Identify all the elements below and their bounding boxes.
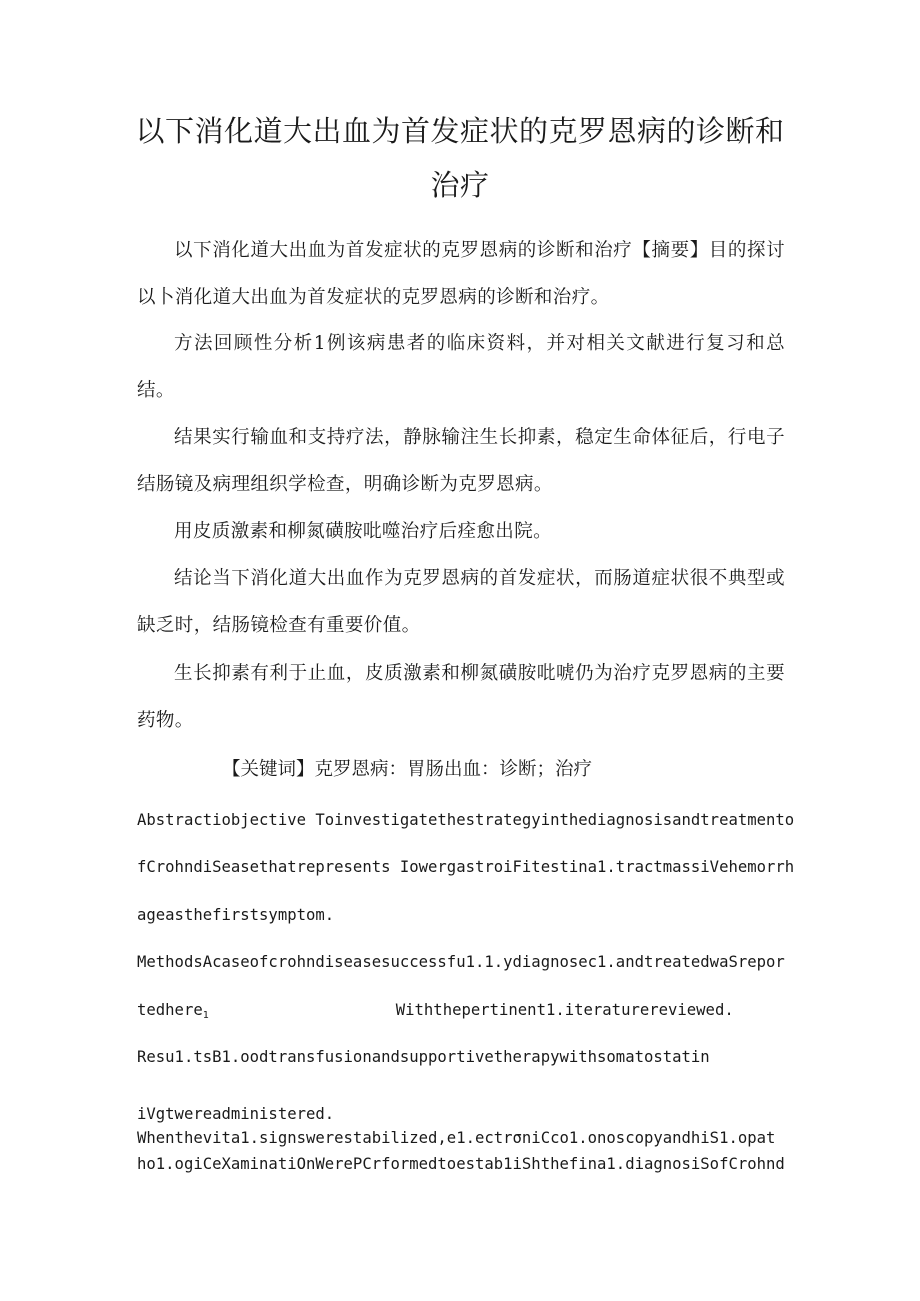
english-fragment: tedhere [137,1001,203,1019]
title-line-1: 以下消化道大出血为首发症状的克罗恩病的诊断和 [135,114,785,148]
english-fragment: Withthepertinent1.iteraturereviewed. [395,1001,734,1019]
abstract-conclusion-paragraph: 结论当下消化道大出血作为克罗恩病的首发症状，而肠道症状很不典型或缺乏时，结肠镜检查有重要价值。 [137,568,785,636]
english-abstract-line: Resu1.tsB1.oodtransfusionandsupportivetherapywithsomatostatin [137,1048,710,1066]
english-abstract-line: ho1.ogiCeXaminatiOnWerePCrformedtoestab1iShthefina1.diagnosiSofCrohnd [137,1155,785,1173]
english-abstract-line [137,1001,797,1021]
english-abstract-line: MethodsAcaseofcrohndiseasesuccessfu1.1.ydiagnosec1.andtreatedwaSrepor [137,953,785,971]
abstract-treatment-paragraph: 用皮质激素和柳氮磺胺吡噬治疗后痊愈出院。 [174,521,553,542]
english-abstract-line: fCrohndiSeasethatrepresents IowergastroiFitestina1.tractmassiVehemorrh [137,858,795,876]
english-abstract-line: iVgtwereadministered. [137,1105,335,1123]
abstract-method-paragraph: 方法回顾性分析1例该病患者的临床资料，并对相关文献进行复习和总结。 [137,333,785,401]
english-abstract-line: ageasthefirstsymptom. [137,906,335,924]
abstract-drug-paragraph: 生长抑素有利于止血，皮质激素和柳氮磺胺吡唬仍为治疗克罗恩病的主要药物。 [137,663,785,731]
english-abstract-line: Abstractiobjective Toinvestigatethestrategyinthediagnosisandtreatmento [137,811,795,829]
abstract-result-paragraph: 结果实行输血和支持疗法，静脉输注生长抑素，稳定生命体征后，行电子结肠镜及病理组织学检查，明确诊断为克罗恩病。 [137,427,785,495]
document-title [120,104,800,212]
abstract-objective-paragraph: 以下消化道大出血为首发症状的克罗恩病的诊断和治疗【摘要】目的探讨以卜消化道大出血为首发症状的克罗恩病的诊断和治疗。 [137,240,785,308]
footnote-mark: 1 [202,1010,209,1021]
title-line-2: 治疗 [430,168,490,202]
keywords-line: 【关键词】克罗恩病：胃肠出血：诊断；治疗 [222,759,593,780]
english-abstract-line: Whenthevita1.signswerestabilized,e1.ectrσniCco1.onoscopyandhiS1.opat [137,1129,776,1147]
